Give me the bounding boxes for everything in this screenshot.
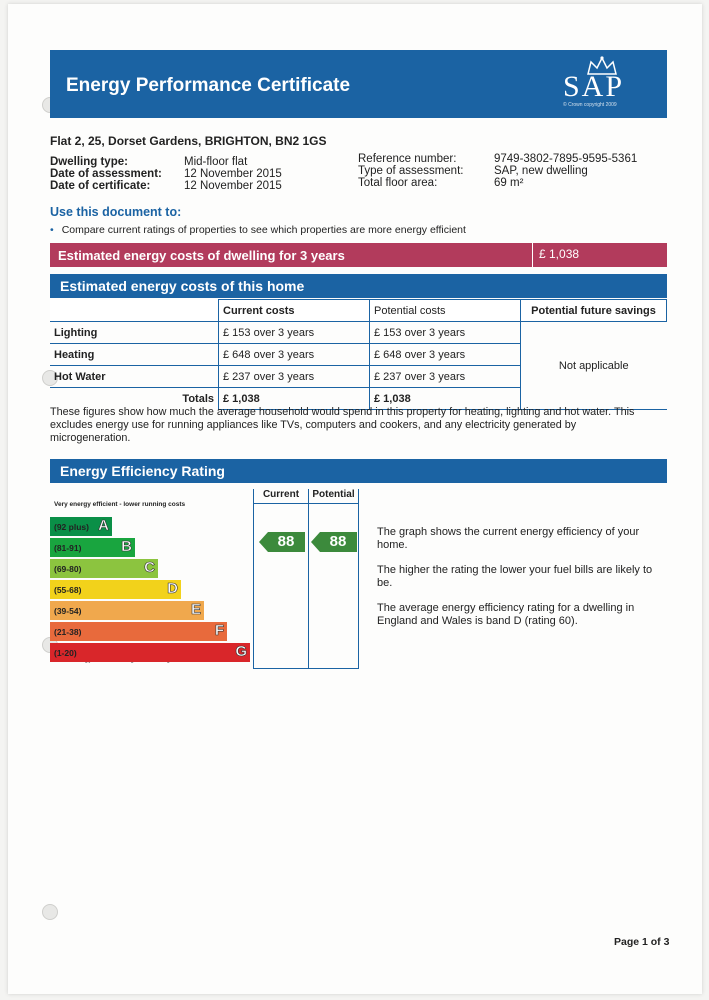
reference-value: 9749-3802-7895-9595-5361 bbox=[494, 153, 638, 165]
rating-band-g bbox=[50, 643, 250, 662]
band-letter: D bbox=[167, 580, 178, 597]
assessment-type-value: SAP, new dwelling bbox=[494, 165, 588, 177]
use-document-bullet bbox=[50, 224, 466, 236]
sap-logo bbox=[563, 56, 649, 112]
bullet-icon: • bbox=[50, 224, 54, 236]
rating-paragraph: The graph shows the current energy efficiency of your home. bbox=[377, 526, 640, 551]
dwelling-type-value: Mid-floor flat bbox=[184, 156, 248, 168]
row-name: Lighting bbox=[50, 322, 219, 344]
savings-cell: Not applicable bbox=[521, 322, 667, 410]
certificate-page bbox=[8, 4, 702, 994]
page-number: Page 1 of 3 bbox=[614, 936, 670, 948]
band-letter: E bbox=[190, 601, 201, 618]
certificate-date-label: Date of certificate: bbox=[50, 180, 151, 192]
property-address: Flat 2, 25, Dorset Gardens, BRIGHTON, BN2 1GS bbox=[50, 134, 327, 148]
rating-band-e bbox=[50, 601, 204, 620]
rating-paragraph: The average energy efficiency rating for a dwelling in England and Wales is band D (rating 60). bbox=[377, 602, 635, 627]
rating-top-label: Very energy efficient - lower running costs bbox=[54, 501, 186, 508]
rating-bottom-rule bbox=[253, 668, 359, 669]
page-title: Energy Performance Certificate bbox=[66, 75, 351, 96]
potential-column-header: Potential bbox=[309, 489, 358, 504]
rating-band-d bbox=[50, 580, 181, 599]
sap-logo-text: SAP bbox=[563, 70, 625, 103]
rating-band-c bbox=[50, 559, 158, 578]
floor-area-label: Total floor area: bbox=[358, 177, 438, 189]
band-range: (1-20) bbox=[54, 648, 77, 658]
costs-header-blank bbox=[50, 300, 219, 322]
potential-cost-cell: £ 237 over 3 years bbox=[370, 366, 521, 388]
punch-hole bbox=[42, 904, 58, 920]
band-range: (39-54) bbox=[54, 606, 82, 616]
current-cost-cell: £ 153 over 3 years bbox=[219, 322, 370, 344]
band-letter: A bbox=[98, 517, 109, 534]
band-range: (21-38) bbox=[54, 627, 82, 637]
assessment-date-value: 12 November 2015 bbox=[184, 168, 282, 180]
potential-cost-cell: £ 153 over 3 years bbox=[370, 322, 521, 344]
band-range: (92 plus) bbox=[54, 522, 89, 532]
reference-label: Reference number: bbox=[358, 153, 457, 165]
rating-section-header bbox=[50, 459, 667, 483]
rating-divider bbox=[308, 489, 309, 669]
details-right bbox=[358, 153, 637, 189]
totals-label: Totals bbox=[50, 388, 219, 410]
potential-rating-value: 88 bbox=[329, 533, 347, 550]
band-letter: G bbox=[235, 643, 247, 660]
current-costs-header: Current costs bbox=[219, 300, 370, 322]
band-range: (81-91) bbox=[54, 543, 82, 553]
costs-header-row bbox=[50, 300, 667, 322]
current-column-header: Current bbox=[254, 489, 308, 504]
rating-divider bbox=[253, 489, 254, 669]
current-cost-cell: £ 237 over 3 years bbox=[219, 366, 370, 388]
costs-note: These figures show how much the average household would spend in this property for heating, lighting and hot water. This excludes energy use for running appliances like TVs, computers and cookers, and any electricity generated by microgeneration. bbox=[50, 406, 635, 444]
rating-band-a bbox=[50, 517, 112, 536]
band-range: (69-80) bbox=[54, 564, 82, 574]
row-name: Hot Water bbox=[50, 366, 219, 388]
estimated-cost-bar bbox=[50, 243, 667, 267]
sap-copyright: © Crown copyright 2009 bbox=[563, 102, 617, 108]
costs-table bbox=[50, 299, 667, 410]
rating-section-title: Energy Efficiency Rating bbox=[60, 463, 225, 479]
band-letter: C bbox=[144, 559, 155, 576]
current-cost-cell: £ 648 over 3 years bbox=[219, 344, 370, 366]
assessment-type-label: Type of assessment: bbox=[358, 165, 464, 177]
band-letter: F bbox=[214, 622, 224, 639]
estimated-cost-label: Estimated energy costs of dwelling for 3 years bbox=[58, 248, 345, 263]
rating-band-b bbox=[50, 538, 135, 557]
certificate-date-value: 12 November 2015 bbox=[184, 180, 282, 192]
totals-current: £ 1,038 bbox=[219, 388, 370, 410]
band-range: (55-68) bbox=[54, 585, 82, 595]
use-document-title: Use this document to: bbox=[50, 205, 182, 219]
costs-section-header bbox=[50, 274, 667, 298]
costs-section-title: Estimated energy costs of this home bbox=[60, 278, 305, 294]
potential-cost-cell: £ 648 over 3 years bbox=[370, 344, 521, 366]
current-rating-value: 88 bbox=[277, 533, 295, 550]
band-letter: B bbox=[121, 538, 132, 555]
title-banner bbox=[50, 50, 667, 118]
rating-band-f bbox=[50, 622, 227, 641]
totals-potential: £ 1,038 bbox=[370, 388, 521, 410]
savings-header: Potential future savings bbox=[521, 300, 667, 322]
details-left bbox=[50, 156, 282, 192]
use-document-text: Compare current ratings of properties to see which properties are more energy efficient bbox=[61, 224, 466, 236]
potential-costs-header: Potential costs bbox=[370, 300, 521, 322]
dwelling-type-label: Dwelling type: bbox=[50, 156, 128, 168]
estimated-cost-value: £ 1,038 bbox=[532, 243, 667, 267]
floor-area-value: 69 m² bbox=[494, 177, 524, 189]
rating-paragraph: The higher the rating the lower your fuel bills are likely to be. bbox=[377, 564, 653, 589]
rating-divider bbox=[358, 489, 359, 669]
assessment-date-label: Date of assessment: bbox=[50, 168, 162, 180]
row-name: Heating bbox=[50, 344, 219, 366]
table-row bbox=[50, 322, 667, 344]
